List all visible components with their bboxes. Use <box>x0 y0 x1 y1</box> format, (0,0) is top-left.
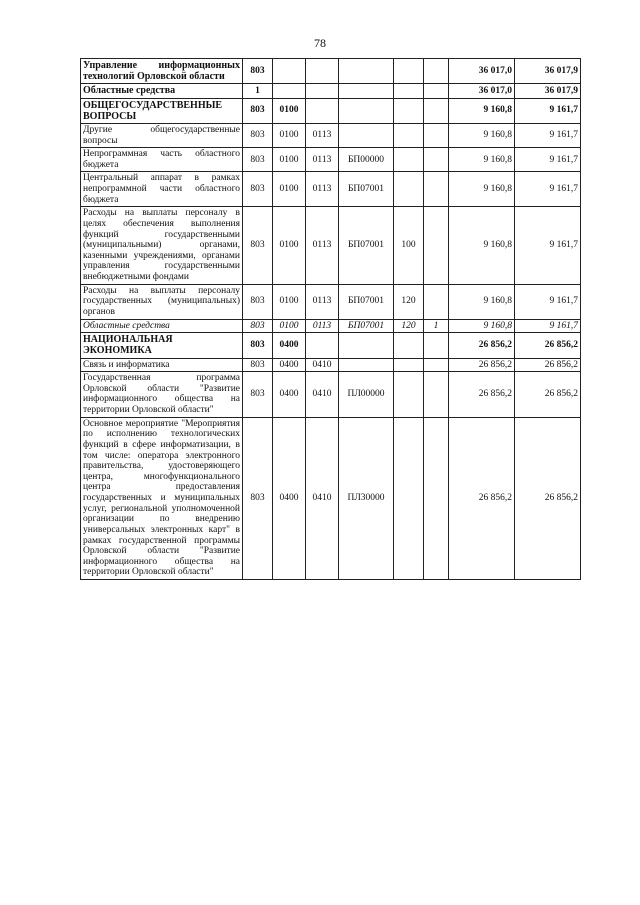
cell-section: 0100 <box>273 207 306 284</box>
cell-expense-type: 120 <box>394 284 424 319</box>
row-name: Государственная программа Орловской области "Развитие информационного общества на территории Орловской области" <box>81 372 243 418</box>
cell-subsection: 0410 <box>306 417 339 579</box>
table-row <box>81 148 581 172</box>
row-name: Непрограммная часть областного бюджета <box>81 148 243 172</box>
cell-amount-2: 26 856,2 <box>515 372 581 418</box>
cell-amount-2: 26 856,2 <box>515 417 581 579</box>
table-row <box>81 319 581 333</box>
cell-expense-type <box>394 372 424 418</box>
table-row <box>81 284 581 319</box>
cell-ved: 803 <box>243 207 273 284</box>
cell-source <box>424 333 449 358</box>
cell-section: 0400 <box>273 372 306 418</box>
cell-section: 0100 <box>273 98 306 123</box>
row-name: ОБЩЕГОСУДАРСТВЕННЫЕ ВОПРОСЫ <box>81 98 243 123</box>
cell-amount-1: 9 160,8 <box>449 98 515 123</box>
cell-ved: 803 <box>243 172 273 207</box>
cell-amount-1: 36 017,0 <box>449 59 515 84</box>
cell-ved: 803 <box>243 98 273 123</box>
cell-amount-1: 26 856,2 <box>449 372 515 418</box>
row-name: Управление информационных технологий Орловской области <box>81 59 243 84</box>
cell-ved: 803 <box>243 372 273 418</box>
cell-source <box>424 284 449 319</box>
cell-subsection: 0113 <box>306 319 339 333</box>
table-row <box>81 98 581 123</box>
cell-expense-type: 100 <box>394 207 424 284</box>
cell-subsection <box>306 59 339 84</box>
cell-amount-1: 26 856,2 <box>449 333 515 358</box>
cell-target-article <box>339 98 394 123</box>
cell-expense-type: 120 <box>394 319 424 333</box>
cell-amount-1: 9 160,8 <box>449 172 515 207</box>
cell-ved: 803 <box>243 333 273 358</box>
cell-amount-1: 9 160,8 <box>449 148 515 172</box>
cell-source <box>424 148 449 172</box>
cell-section: 0100 <box>273 123 306 147</box>
cell-target-article: БП00000 <box>339 148 394 172</box>
row-name: Расходы на выплаты персоналу государственных (муниципальных) органов <box>81 284 243 319</box>
cell-amount-2: 9 161,7 <box>515 207 581 284</box>
cell-expense-type <box>394 148 424 172</box>
cell-target-article: БП07001 <box>339 207 394 284</box>
cell-target-article <box>339 358 394 372</box>
cell-amount-1: 9 160,8 <box>449 284 515 319</box>
cell-section: 0100 <box>273 319 306 333</box>
table-row <box>81 172 581 207</box>
cell-target-article <box>339 123 394 147</box>
cell-section: 0100 <box>273 172 306 207</box>
table-row <box>81 123 581 147</box>
cell-target-article: ПЛ30000 <box>339 417 394 579</box>
cell-expense-type <box>394 172 424 207</box>
cell-amount-2: 26 856,2 <box>515 333 581 358</box>
cell-ved: 803 <box>243 319 273 333</box>
cell-subsection: 0410 <box>306 358 339 372</box>
cell-section <box>273 59 306 84</box>
table-row <box>81 358 581 372</box>
row-name: НАЦИОНАЛЬНАЯ ЭКОНОМИКА <box>81 333 243 358</box>
table-row <box>81 59 581 84</box>
cell-ved: 803 <box>243 59 273 84</box>
cell-source <box>424 417 449 579</box>
cell-amount-2: 9 161,7 <box>515 123 581 147</box>
cell-ved: 803 <box>243 123 273 147</box>
cell-section: 0100 <box>273 284 306 319</box>
table-row <box>81 372 581 418</box>
cell-source <box>424 84 449 98</box>
cell-target-article <box>339 333 394 358</box>
table-row <box>81 84 581 98</box>
cell-source <box>424 207 449 284</box>
cell-expense-type <box>394 333 424 358</box>
cell-source: 1 <box>424 319 449 333</box>
cell-target-article <box>339 84 394 98</box>
cell-expense-type <box>394 417 424 579</box>
cell-source <box>424 172 449 207</box>
cell-amount-1: 9 160,8 <box>449 207 515 284</box>
cell-amount-1: 26 856,2 <box>449 417 515 579</box>
cell-subsection: 0410 <box>306 372 339 418</box>
cell-subsection: 0113 <box>306 172 339 207</box>
cell-subsection <box>306 333 339 358</box>
cell-target-article: БП07001 <box>339 172 394 207</box>
cell-source <box>424 59 449 84</box>
cell-ved: 1 <box>243 84 273 98</box>
cell-amount-2: 36 017,9 <box>515 59 581 84</box>
cell-amount-1: 36 017,0 <box>449 84 515 98</box>
cell-expense-type <box>394 358 424 372</box>
row-name: Областные средства <box>81 84 243 98</box>
cell-target-article <box>339 59 394 84</box>
cell-source <box>424 123 449 147</box>
cell-expense-type <box>394 59 424 84</box>
cell-subsection: 0113 <box>306 284 339 319</box>
cell-amount-2: 9 161,7 <box>515 319 581 333</box>
cell-amount-1: 9 160,8 <box>449 123 515 147</box>
cell-amount-1: 26 856,2 <box>449 358 515 372</box>
budget-table <box>80 58 581 580</box>
cell-source <box>424 98 449 123</box>
row-name: Областные средства <box>81 319 243 333</box>
page-number: 78 <box>314 36 326 50</box>
cell-ved: 803 <box>243 358 273 372</box>
cell-subsection: 0113 <box>306 148 339 172</box>
table-row <box>81 333 581 358</box>
cell-expense-type <box>394 84 424 98</box>
cell-amount-2: 9 161,7 <box>515 98 581 123</box>
table-row <box>81 207 581 284</box>
cell-subsection: 0113 <box>306 207 339 284</box>
cell-subsection <box>306 98 339 123</box>
cell-target-article: БП07001 <box>339 284 394 319</box>
cell-source <box>424 372 449 418</box>
row-name: Другие общегосударственные вопросы <box>81 123 243 147</box>
cell-target-article: ПЛ00000 <box>339 372 394 418</box>
table-row <box>81 417 581 579</box>
cell-amount-1: 9 160,8 <box>449 319 515 333</box>
cell-amount-2: 26 856,2 <box>515 358 581 372</box>
cell-expense-type <box>394 123 424 147</box>
cell-amount-2: 9 161,7 <box>515 172 581 207</box>
cell-subsection: 0113 <box>306 123 339 147</box>
cell-section <box>273 84 306 98</box>
row-name: Расходы на выплаты персоналу в целях обеспечения выполнения функций государственными (муниципальными) органами, казенными учреждениями, органами управления государственными внебюджетными фондами <box>81 207 243 284</box>
cell-source <box>424 358 449 372</box>
cell-expense-type <box>394 98 424 123</box>
cell-ved: 803 <box>243 417 273 579</box>
cell-subsection <box>306 84 339 98</box>
row-name: Связь и информатика <box>81 358 243 372</box>
cell-target-article: БП07001 <box>339 319 394 333</box>
row-name: Центральный аппарат в рамках непрограммной части областного бюджета <box>81 172 243 207</box>
cell-amount-2: 9 161,7 <box>515 148 581 172</box>
cell-ved: 803 <box>243 148 273 172</box>
cell-section: 0400 <box>273 333 306 358</box>
cell-section: 0400 <box>273 358 306 372</box>
cell-amount-2: 9 161,7 <box>515 284 581 319</box>
cell-amount-2: 36 017,9 <box>515 84 581 98</box>
cell-section: 0400 <box>273 417 306 579</box>
cell-ved: 803 <box>243 284 273 319</box>
row-name: Основное мероприятие "Мероприятия по исполнению технологических функций в сфере информатизации, в том числе: оператора электронного правительства, удостоверяющего центра, многофункционального центра предоставления государственных и муниципальных услуг, региональной уполномоченной организации по внедрению универсальных электронных карт" в рамках государственной программы Орловской области "Развитие информационного общества на территории Орловской области" <box>81 417 243 579</box>
cell-section: 0100 <box>273 148 306 172</box>
